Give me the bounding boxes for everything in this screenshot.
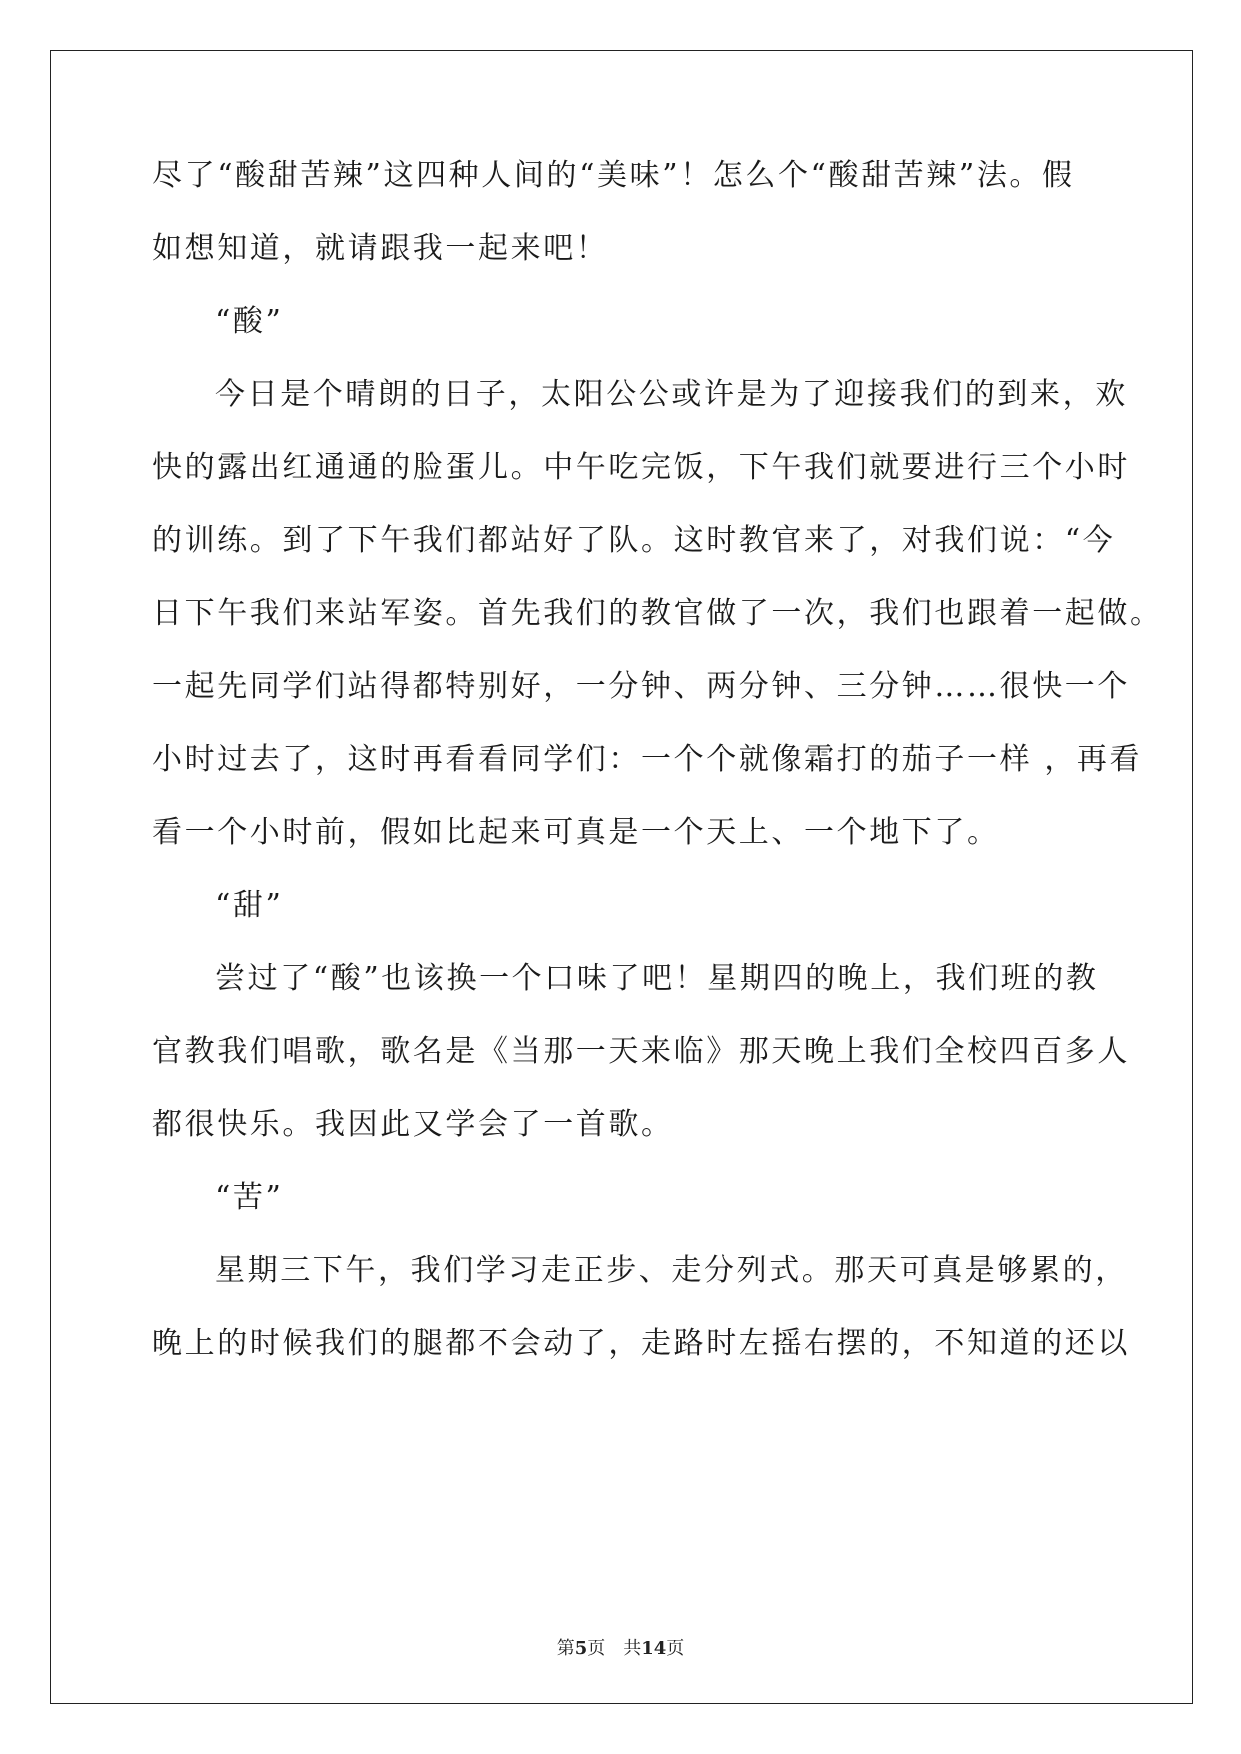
text-line: 今日是个晴朗的日子，太阳公公或许是为了迎接我们的到来，欢	[215, 377, 1128, 412]
text-line: 的训练。到了下午我们都站好了队。这时教官来了，对我们说：“今	[152, 523, 1116, 558]
text-line: 看一个小时前，假如比起来可真是一个天上、一个地下了。	[152, 815, 1000, 850]
text-line: 尝过了“酸”也该换一个口味了吧！星期四的晚上，我们班的教	[215, 961, 1099, 996]
text-line: 小时过去了，这时再看看同学们：一个个就像霜打的茄子一样 ，再看	[152, 742, 1143, 777]
total-page-count: 14	[641, 1638, 667, 1659]
text-line: 如想知道，就请跟我一起来吧！	[152, 231, 609, 266]
page-border	[50, 50, 1193, 1704]
text-line: 星期三下午，我们学习走正步、走分列式。那天可真是够累的，	[215, 1253, 1128, 1288]
text-line: 一起先同学们站得都特别好，一分钟、两分钟、三分钟……很快一个	[152, 669, 1130, 704]
section-heading: “甜”	[215, 888, 284, 923]
text-line: 日下午我们来站军姿。首先我们的教官做了一次，我们也跟着一起做。	[152, 596, 1163, 631]
section-heading: “苦”	[215, 1180, 284, 1215]
section-heading: “酸”	[215, 304, 284, 339]
footer-prefix: 第	[556, 1638, 575, 1659]
page-footer	[0, 1637, 1241, 1661]
text-line: 快的露出红通通的脸蛋儿。中午吃完饭，下午我们就要进行三个小时	[152, 450, 1130, 485]
footer-suffix: 页	[666, 1638, 685, 1659]
text-line: 都很快乐。我因此又学会了一首歌。	[152, 1107, 674, 1142]
current-page-number: 5	[574, 1638, 588, 1659]
text-line: 晚上的时候我们的腿都不会动了，走路时左摇右摆的，不知道的还以	[152, 1326, 1130, 1361]
text-line: 官教我们唱歌，歌名是《当那一天来临》那天晚上我们全校四百多人	[152, 1034, 1130, 1069]
text-line: 尽了“酸甜苦辣”这四种人间的“美味”！怎么个“酸甜苦辣”法。假	[152, 158, 1075, 193]
footer-mid: 页 共	[587, 1638, 642, 1659]
